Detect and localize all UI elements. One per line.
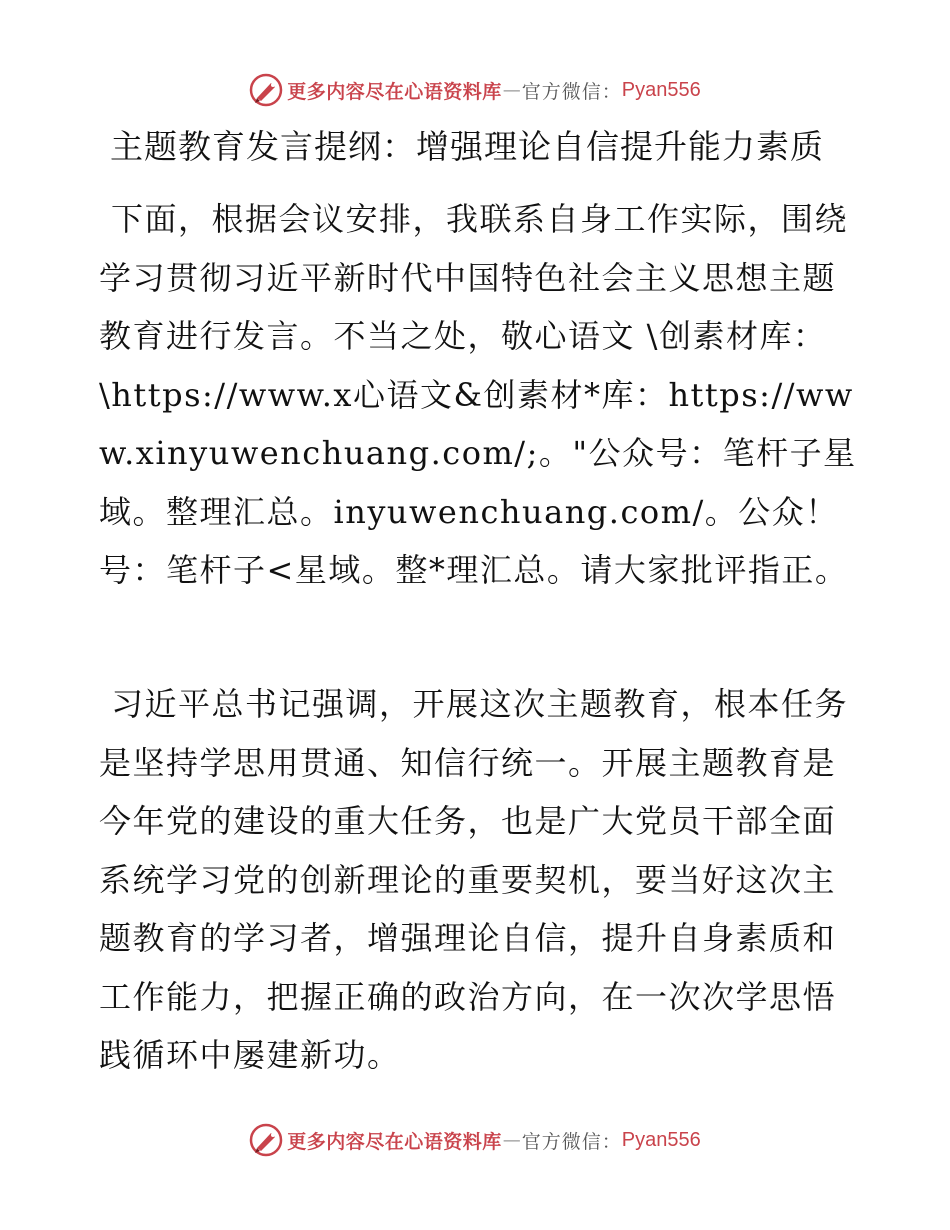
banner-main-text: 更多内容尽在心语资料库 [287,80,502,103]
banner-official-label: 官方微信： [521,1130,622,1153]
document-title: 主题教育发言提纲：增强理论自信提升能力素质 [110,127,824,166]
footer-banner [0,1120,950,1160]
banner-official-label: 官方微信： [521,80,622,103]
banner-dash: — [502,1129,521,1151]
banner-wechat-id: Pyan556 [621,78,701,101]
paragraph-main: 习近平总书记强调，开展这次主题教育，根本任务是坚持学思用贯通、知信行统一。开展主题教育是今年党的建设的重大任务，也是广大党员干部全面系统学习党的创新理论的重要契机，要当好这次主题教育的学习者，增强理论自信，提升自身素质和工作能力，把握正确的政治方向，在一次次学思悟践循环中屡建新功。 [99,685,849,1074]
banner-dash: — [502,79,521,101]
banner-main-text: 更多内容尽在心语资料库 [287,1130,502,1153]
header-banner [0,70,950,110]
paragraph-intro: 下面，根据会议安排，我联系自身工作实际，围绕学习贯彻习近平新时代中国特色社会主义思想主题教育进行发言。不当之处，敬心语文 \创素材库：\https://www.x心语文&创素材*库：https://www.xinyuwenchuang.com/;。"公众号：笔杆子星域。整理汇总。inyuwenchuang.com/。公众！号：笔杆子<星域。整*理汇总。请大家批评指正。 [99,200,857,589]
pen-logo-icon [249,73,283,107]
banner-wechat-id: Pyan556 [621,1128,701,1151]
pen-logo-icon [249,1123,283,1157]
